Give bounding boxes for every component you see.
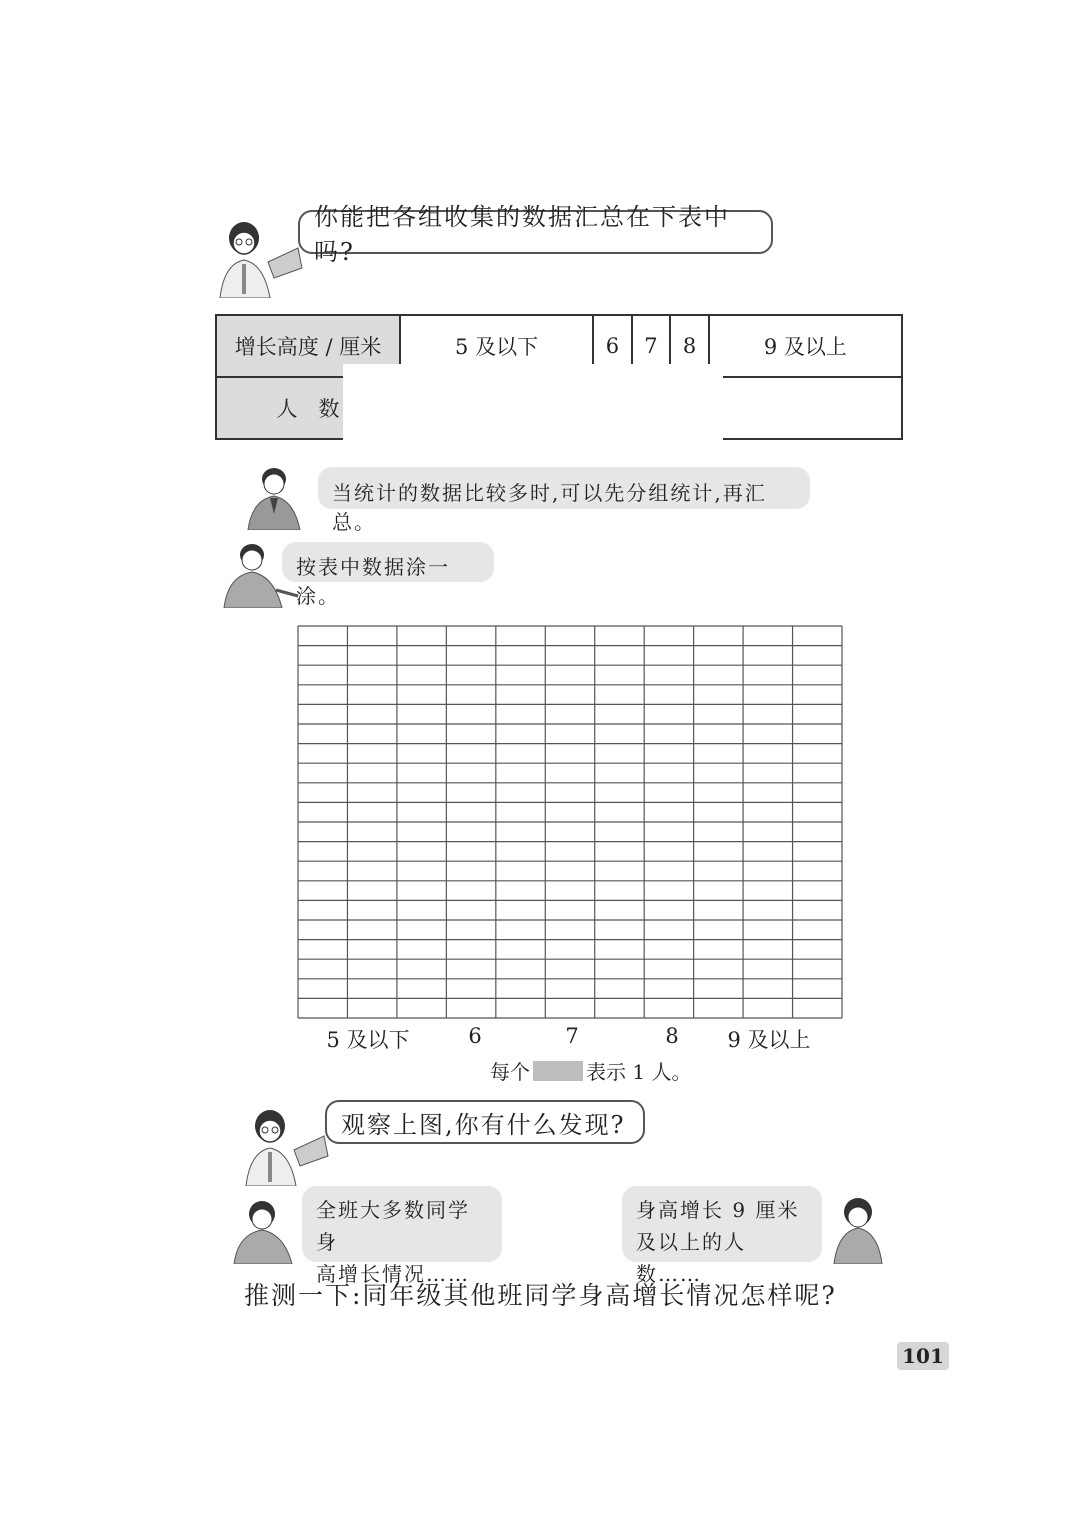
table-col-header: 6: [593, 315, 632, 377]
grid-legend: [490, 1056, 691, 1085]
erased-area: [343, 364, 723, 442]
table-col-header: 5 及以下: [400, 315, 593, 377]
left-comment-line: 全班大多数同学身: [316, 1198, 470, 1254]
grid-category-label: 5 及以下: [326, 1028, 410, 1052]
teacher-figure: [238, 1106, 334, 1186]
grid-category-label: 6: [468, 1024, 482, 1048]
right-comment-bubble: [622, 1186, 822, 1286]
closing-question: 推测一下:同年级其他班同学身高增长情况怎样呢?: [244, 1281, 837, 1310]
grid-category-label: 8: [665, 1024, 679, 1048]
legend-prefix: 每个: [490, 1060, 530, 1084]
girl-figure: [830, 1196, 886, 1264]
right-comment-line: 及以上的人数……: [636, 1230, 746, 1286]
table-col-header: 9 及以上: [709, 315, 902, 377]
paint-bubble-text: 按表中数据涂一涂。: [296, 555, 450, 608]
table-col-header: 8: [670, 315, 709, 377]
left-comment-line: 高增长情况……: [316, 1262, 470, 1286]
tip-bubble: [318, 467, 810, 534]
grid-category-label: 9 及以上: [727, 1028, 811, 1052]
page-number: 101: [897, 1342, 949, 1370]
teacher-figure: [212, 218, 308, 298]
observe-bubble-text: 观察上图,你有什么发现?: [341, 1110, 626, 1139]
observe-bubble: [325, 1100, 645, 1144]
table-col-header: 7: [632, 315, 671, 377]
right-comment-line: 身高增长 9 厘米: [636, 1198, 800, 1222]
question-bubble: [298, 203, 773, 266]
table-cell-empty[interactable]: [709, 377, 902, 439]
legend-swatch: [533, 1061, 583, 1081]
tip-bubble-text: 当统计的数据比较多时,可以先分组统计,再汇总。: [332, 481, 767, 534]
question-bubble-text: 你能把各组收集的数据汇总在下表中吗?: [314, 203, 730, 266]
legend-suffix: 表示 1 人。: [586, 1060, 692, 1084]
coloring-grid[interactable]: [296, 624, 844, 1020]
girl-figure: [232, 1198, 304, 1264]
left-comment-bubble: [302, 1186, 502, 1286]
boy-figure: [244, 464, 316, 530]
table-row-label: 人 数: [216, 377, 400, 439]
table-header-label: 增长高度 / 厘米: [216, 315, 400, 377]
paint-bubble: [282, 542, 494, 608]
grid-category-label: 7: [565, 1024, 579, 1048]
